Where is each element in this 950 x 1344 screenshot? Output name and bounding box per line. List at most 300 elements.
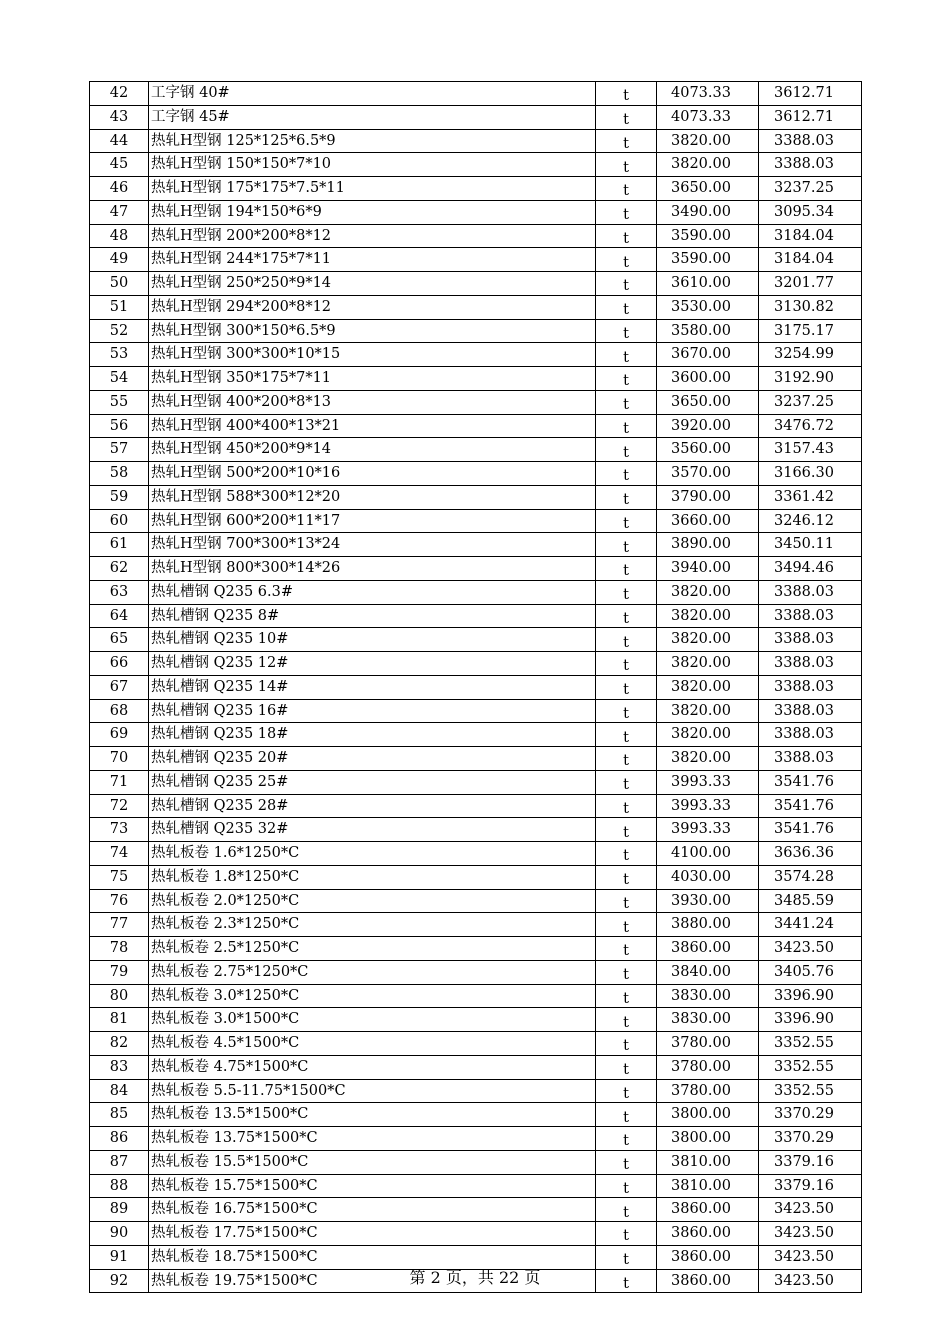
table-row [90, 723, 862, 747]
unit-cell: t [596, 1127, 657, 1151]
unit-cell: t [596, 1008, 657, 1032]
unit-cell: t [596, 248, 657, 272]
row-number-cell: 60 [90, 509, 149, 533]
price-excl-tax-cell: 3130.82 [759, 295, 862, 319]
table-row [90, 390, 862, 414]
price-cell: 3660.00 [657, 509, 759, 533]
unit-cell: t [596, 984, 657, 1008]
item-name-cell: 热轧槽钢 Q235 16# [149, 699, 596, 723]
price-excl-tax-cell: 3541.76 [759, 794, 862, 818]
price-cell: 3860.00 [657, 1198, 759, 1222]
row-number-cell: 75 [90, 865, 149, 889]
price-excl-tax-cell: 3423.50 [759, 1222, 862, 1246]
price-excl-tax-cell: 3476.72 [759, 414, 862, 438]
item-name-cell: 热轧H型钢 300*300*10*15 [149, 343, 596, 367]
price-excl-tax-cell: 3636.36 [759, 842, 862, 866]
price-cell: 3993.33 [657, 794, 759, 818]
table-row [90, 105, 862, 129]
price-excl-tax-cell: 3388.03 [759, 675, 862, 699]
price-cell: 4100.00 [657, 842, 759, 866]
table-row [90, 462, 862, 486]
table-row [90, 1079, 862, 1103]
row-number-cell: 73 [90, 818, 149, 842]
item-name-cell: 热轧板卷 5.5-11.75*1500*C [149, 1079, 596, 1103]
item-name-cell: 热轧板卷 13.75*1500*C [149, 1127, 596, 1151]
price-cell: 3670.00 [657, 343, 759, 367]
price-cell: 3860.00 [657, 1222, 759, 1246]
table-row [90, 675, 862, 699]
price-excl-tax-cell: 3388.03 [759, 628, 862, 652]
table-row [90, 1008, 862, 1032]
item-name-cell: 热轧H型钢 450*200*9*14 [149, 438, 596, 462]
row-number-cell: 70 [90, 747, 149, 771]
price-excl-tax-cell: 3201.77 [759, 272, 862, 296]
table-row [90, 200, 862, 224]
price-cell: 3580.00 [657, 319, 759, 343]
row-number-cell: 52 [90, 319, 149, 343]
price-cell: 3790.00 [657, 485, 759, 509]
item-name-cell: 热轧H型钢 125*125*6.5*9 [149, 129, 596, 153]
unit-cell: t [596, 1269, 657, 1293]
table-row [90, 628, 862, 652]
item-name-cell: 热轧槽钢 Q235 25# [149, 770, 596, 794]
row-number-cell: 81 [90, 1008, 149, 1032]
price-cell: 3830.00 [657, 1008, 759, 1032]
item-name-cell: 热轧H型钢 700*300*13*24 [149, 533, 596, 557]
price-cell: 3940.00 [657, 557, 759, 581]
price-excl-tax-cell: 3423.50 [759, 1245, 862, 1269]
table-row [90, 794, 862, 818]
price-cell: 3820.00 [657, 580, 759, 604]
unit-cell: t [596, 414, 657, 438]
price-excl-tax-cell: 3237.25 [759, 390, 862, 414]
price-excl-tax-cell: 3175.17 [759, 319, 862, 343]
price-cell: 3780.00 [657, 1079, 759, 1103]
price-excl-tax-cell: 3405.76 [759, 960, 862, 984]
price-cell: 3860.00 [657, 937, 759, 961]
price-cell: 3993.33 [657, 818, 759, 842]
row-number-cell: 79 [90, 960, 149, 984]
item-name-cell: 热轧H型钢 500*200*10*16 [149, 462, 596, 486]
unit-cell: t [596, 509, 657, 533]
price-excl-tax-cell: 3541.76 [759, 818, 862, 842]
price-excl-tax-cell: 3541.76 [759, 770, 862, 794]
price-excl-tax-cell: 3254.99 [759, 343, 862, 367]
row-number-cell: 76 [90, 889, 149, 913]
price-cell: 3560.00 [657, 438, 759, 462]
price-excl-tax-cell: 3423.50 [759, 937, 862, 961]
unit-cell: t [596, 390, 657, 414]
row-number-cell: 59 [90, 485, 149, 509]
table-row [90, 129, 862, 153]
unit-cell: t [596, 224, 657, 248]
unit-cell: t [596, 200, 657, 224]
price-cell: 3890.00 [657, 533, 759, 557]
price-cell: 3650.00 [657, 177, 759, 201]
price-cell: 3860.00 [657, 1245, 759, 1269]
row-number-cell: 74 [90, 842, 149, 866]
unit-cell: t [596, 794, 657, 818]
item-name-cell: 热轧槽钢 Q235 8# [149, 604, 596, 628]
row-number-cell: 88 [90, 1174, 149, 1198]
price-cell: 3590.00 [657, 248, 759, 272]
item-name-cell: 热轧板卷 15.75*1500*C [149, 1174, 596, 1198]
table-row [90, 865, 862, 889]
row-number-cell: 85 [90, 1103, 149, 1127]
item-name-cell: 热轧H型钢 294*200*8*12 [149, 295, 596, 319]
row-number-cell: 56 [90, 414, 149, 438]
item-name-cell: 热轧板卷 2.3*1250*C [149, 913, 596, 937]
price-cell: 3820.00 [657, 604, 759, 628]
item-name-cell: 热轧板卷 2.75*1250*C [149, 960, 596, 984]
price-cell: 3860.00 [657, 1269, 759, 1293]
table-row [90, 485, 862, 509]
row-number-cell: 71 [90, 770, 149, 794]
row-number-cell: 53 [90, 343, 149, 367]
unit-cell: t [596, 319, 657, 343]
price-excl-tax-cell: 3157.43 [759, 438, 862, 462]
row-number-cell: 54 [90, 367, 149, 391]
price-cell: 3810.00 [657, 1150, 759, 1174]
unit-cell: t [596, 129, 657, 153]
price-table [89, 81, 862, 1293]
price-excl-tax-cell: 3396.90 [759, 1008, 862, 1032]
price-cell: 3600.00 [657, 367, 759, 391]
unit-cell: t [596, 272, 657, 296]
price-excl-tax-cell: 3352.55 [759, 1032, 862, 1056]
table-row [90, 248, 862, 272]
page-footer: 第 2 页，共 22 页 [409, 1268, 541, 1287]
price-cell: 3800.00 [657, 1103, 759, 1127]
price-cell: 3490.00 [657, 200, 759, 224]
price-excl-tax-cell: 3450.11 [759, 533, 862, 557]
table-row [90, 1055, 862, 1079]
price-excl-tax-cell: 3388.03 [759, 580, 862, 604]
price-excl-tax-cell: 3441.24 [759, 913, 862, 937]
table-row [90, 818, 862, 842]
table-row [90, 82, 862, 106]
row-number-cell: 51 [90, 295, 149, 319]
table-row [90, 533, 862, 557]
price-excl-tax-cell: 3379.16 [759, 1174, 862, 1198]
table-row [90, 913, 862, 937]
unit-cell: t [596, 818, 657, 842]
unit-cell: t [596, 865, 657, 889]
row-number-cell: 84 [90, 1079, 149, 1103]
row-number-cell: 45 [90, 153, 149, 177]
item-name-cell: 热轧H型钢 400*200*8*13 [149, 390, 596, 414]
row-number-cell: 66 [90, 652, 149, 676]
row-number-cell: 62 [90, 557, 149, 581]
row-number-cell: 48 [90, 224, 149, 248]
row-number-cell: 92 [90, 1269, 149, 1293]
table-row [90, 557, 862, 581]
unit-cell: t [596, 960, 657, 984]
price-cell: 3530.00 [657, 295, 759, 319]
price-cell: 3590.00 [657, 224, 759, 248]
unit-cell: t [596, 1174, 657, 1198]
table-row [90, 509, 862, 533]
item-name-cell: 热轧槽钢 Q235 12# [149, 652, 596, 676]
price-excl-tax-cell: 3388.03 [759, 129, 862, 153]
table-row [90, 438, 862, 462]
item-name-cell: 热轧槽钢 Q235 20# [149, 747, 596, 771]
item-name-cell: 热轧H型钢 194*150*6*9 [149, 200, 596, 224]
item-name-cell: 热轧板卷 2.0*1250*C [149, 889, 596, 913]
unit-cell: t [596, 937, 657, 961]
price-excl-tax-cell: 3388.03 [759, 699, 862, 723]
item-name-cell: 热轧板卷 3.0*1250*C [149, 984, 596, 1008]
table-row [90, 295, 862, 319]
item-name-cell: 热轧H型钢 300*150*6.5*9 [149, 319, 596, 343]
row-number-cell: 83 [90, 1055, 149, 1079]
item-name-cell: 工字钢 40# [149, 82, 596, 106]
price-excl-tax-cell: 3574.28 [759, 865, 862, 889]
row-number-cell: 65 [90, 628, 149, 652]
item-name-cell: 热轧H型钢 600*200*11*17 [149, 509, 596, 533]
price-cell: 3610.00 [657, 272, 759, 296]
price-cell: 3780.00 [657, 1032, 759, 1056]
item-name-cell: 热轧板卷 1.6*1250*C [149, 842, 596, 866]
table-row [90, 699, 862, 723]
price-excl-tax-cell: 3388.03 [759, 652, 862, 676]
row-number-cell: 44 [90, 129, 149, 153]
row-number-cell: 64 [90, 604, 149, 628]
row-number-cell: 50 [90, 272, 149, 296]
item-name-cell: 热轧板卷 13.5*1500*C [149, 1103, 596, 1127]
unit-cell: t [596, 533, 657, 557]
price-excl-tax-cell: 3388.03 [759, 604, 862, 628]
price-excl-tax-cell: 3388.03 [759, 153, 862, 177]
row-number-cell: 46 [90, 177, 149, 201]
item-name-cell: 热轧板卷 2.5*1250*C [149, 937, 596, 961]
unit-cell: t [596, 1150, 657, 1174]
row-number-cell: 82 [90, 1032, 149, 1056]
price-cell: 3880.00 [657, 913, 759, 937]
table-row [90, 1198, 862, 1222]
table-row [90, 414, 862, 438]
unit-cell: t [596, 699, 657, 723]
price-excl-tax-cell: 3246.12 [759, 509, 862, 533]
unit-cell: t [596, 462, 657, 486]
item-name-cell: 热轧板卷 4.75*1500*C [149, 1055, 596, 1079]
price-cell: 3830.00 [657, 984, 759, 1008]
item-name-cell: 热轧板卷 19.75*1500*C [149, 1269, 596, 1293]
item-name-cell: 热轧板卷 17.75*1500*C [149, 1222, 596, 1246]
price-excl-tax-cell: 3352.55 [759, 1079, 862, 1103]
unit-cell: t [596, 652, 657, 676]
unit-cell: t [596, 889, 657, 913]
item-name-cell: 热轧H型钢 588*300*12*20 [149, 485, 596, 509]
row-number-cell: 43 [90, 105, 149, 129]
table-row [90, 272, 862, 296]
price-cell: 3820.00 [657, 747, 759, 771]
price-cell: 3570.00 [657, 462, 759, 486]
unit-cell: t [596, 723, 657, 747]
item-name-cell: 工字钢 45# [149, 105, 596, 129]
table-row [90, 984, 862, 1008]
item-name-cell: 热轧H型钢 800*300*14*26 [149, 557, 596, 581]
price-cell: 3820.00 [657, 129, 759, 153]
row-number-cell: 55 [90, 390, 149, 414]
row-number-cell: 57 [90, 438, 149, 462]
unit-cell: t [596, 153, 657, 177]
unit-cell: t [596, 1198, 657, 1222]
row-number-cell: 47 [90, 200, 149, 224]
item-name-cell: 热轧槽钢 Q235 6.3# [149, 580, 596, 604]
item-name-cell: 热轧板卷 18.75*1500*C [149, 1245, 596, 1269]
price-excl-tax-cell: 3237.25 [759, 177, 862, 201]
item-name-cell: 热轧H型钢 175*175*7.5*11 [149, 177, 596, 201]
table-row [90, 960, 862, 984]
row-number-cell: 90 [90, 1222, 149, 1246]
table-row [90, 1032, 862, 1056]
price-excl-tax-cell: 3388.03 [759, 747, 862, 771]
price-excl-tax-cell: 3184.04 [759, 224, 862, 248]
table-row [90, 153, 862, 177]
price-excl-tax-cell: 3166.30 [759, 462, 862, 486]
table-row [90, 937, 862, 961]
unit-cell: t [596, 580, 657, 604]
row-number-cell: 68 [90, 699, 149, 723]
table-row [90, 343, 862, 367]
table-row [90, 367, 862, 391]
price-cell: 3820.00 [657, 628, 759, 652]
price-cell: 4073.33 [657, 105, 759, 129]
item-name-cell: 热轧槽钢 Q235 32# [149, 818, 596, 842]
table-row [90, 1103, 862, 1127]
price-cell: 4030.00 [657, 865, 759, 889]
price-excl-tax-cell: 3352.55 [759, 1055, 862, 1079]
row-number-cell: 89 [90, 1198, 149, 1222]
unit-cell: t [596, 367, 657, 391]
row-number-cell: 91 [90, 1245, 149, 1269]
unit-cell: t [596, 485, 657, 509]
table-row [90, 770, 862, 794]
price-cell: 3930.00 [657, 889, 759, 913]
price-excl-tax-cell: 3388.03 [759, 723, 862, 747]
item-name-cell: 热轧板卷 16.75*1500*C [149, 1198, 596, 1222]
price-cell: 3820.00 [657, 699, 759, 723]
table-row [90, 652, 862, 676]
unit-cell: t [596, 628, 657, 652]
price-excl-tax-cell: 3494.46 [759, 557, 862, 581]
price-cell: 3820.00 [657, 723, 759, 747]
unit-cell: t [596, 177, 657, 201]
table-row [90, 177, 862, 201]
price-cell: 3820.00 [657, 652, 759, 676]
item-name-cell: 热轧槽钢 Q235 18# [149, 723, 596, 747]
price-cell: 3840.00 [657, 960, 759, 984]
price-excl-tax-cell: 3612.71 [759, 82, 862, 106]
row-number-cell: 61 [90, 533, 149, 557]
item-name-cell: 热轧槽钢 Q235 10# [149, 628, 596, 652]
unit-cell: t [596, 913, 657, 937]
price-excl-tax-cell: 3423.50 [759, 1198, 862, 1222]
table-row [90, 1150, 862, 1174]
row-number-cell: 78 [90, 937, 149, 961]
table-row [90, 319, 862, 343]
row-number-cell: 86 [90, 1127, 149, 1151]
unit-cell: t [596, 1032, 657, 1056]
row-number-cell: 67 [90, 675, 149, 699]
item-name-cell: 热轧板卷 15.5*1500*C [149, 1150, 596, 1174]
unit-cell: t [596, 105, 657, 129]
row-number-cell: 63 [90, 580, 149, 604]
price-excl-tax-cell: 3095.34 [759, 200, 862, 224]
price-cell: 3800.00 [657, 1127, 759, 1151]
row-number-cell: 87 [90, 1150, 149, 1174]
item-name-cell: 热轧H型钢 200*200*8*12 [149, 224, 596, 248]
table-row [90, 1174, 862, 1198]
unit-cell: t [596, 1079, 657, 1103]
price-excl-tax-cell: 3612.71 [759, 105, 862, 129]
table-row [90, 1127, 862, 1151]
unit-cell: t [596, 1222, 657, 1246]
table-row [90, 889, 862, 913]
row-number-cell: 80 [90, 984, 149, 1008]
price-cell: 3920.00 [657, 414, 759, 438]
price-excl-tax-cell: 3192.90 [759, 367, 862, 391]
price-cell: 3650.00 [657, 390, 759, 414]
unit-cell: t [596, 604, 657, 628]
table-row [90, 580, 862, 604]
item-name-cell: 热轧H型钢 350*175*7*11 [149, 367, 596, 391]
unit-cell: t [596, 557, 657, 581]
row-number-cell: 58 [90, 462, 149, 486]
item-name-cell: 热轧板卷 1.8*1250*C [149, 865, 596, 889]
unit-cell: t [596, 747, 657, 771]
table-row [90, 604, 862, 628]
row-number-cell: 49 [90, 248, 149, 272]
price-cell: 3993.33 [657, 770, 759, 794]
item-name-cell: 热轧H型钢 250*250*9*14 [149, 272, 596, 296]
price-cell: 3820.00 [657, 153, 759, 177]
unit-cell: t [596, 295, 657, 319]
item-name-cell: 热轧槽钢 Q235 14# [149, 675, 596, 699]
price-cell: 4073.33 [657, 82, 759, 106]
unit-cell: t [596, 1103, 657, 1127]
unit-cell: t [596, 82, 657, 106]
price-cell: 3810.00 [657, 1174, 759, 1198]
item-name-cell: 热轧板卷 3.0*1500*C [149, 1008, 596, 1032]
price-excl-tax-cell: 3361.42 [759, 485, 862, 509]
table-row [90, 1222, 862, 1246]
item-name-cell: 热轧H型钢 244*175*7*11 [149, 248, 596, 272]
unit-cell: t [596, 343, 657, 367]
row-number-cell: 42 [90, 82, 149, 106]
price-cell: 3780.00 [657, 1055, 759, 1079]
unit-cell: t [596, 1055, 657, 1079]
row-number-cell: 69 [90, 723, 149, 747]
table-row [90, 842, 862, 866]
table-row [90, 747, 862, 771]
item-name-cell: 热轧H型钢 150*150*7*10 [149, 153, 596, 177]
unit-cell: t [596, 438, 657, 462]
price-excl-tax-cell: 3396.90 [759, 984, 862, 1008]
price-excl-tax-cell: 3379.16 [759, 1150, 862, 1174]
unit-cell: t [596, 770, 657, 794]
price-excl-tax-cell: 3485.59 [759, 889, 862, 913]
unit-cell: t [596, 675, 657, 699]
table-row [90, 224, 862, 248]
item-name-cell: 热轧槽钢 Q235 28# [149, 794, 596, 818]
price-excl-tax-cell: 3184.04 [759, 248, 862, 272]
price-excl-tax-cell: 3370.29 [759, 1127, 862, 1151]
price-cell: 3820.00 [657, 675, 759, 699]
price-excl-tax-cell: 3370.29 [759, 1103, 862, 1127]
row-number-cell: 77 [90, 913, 149, 937]
